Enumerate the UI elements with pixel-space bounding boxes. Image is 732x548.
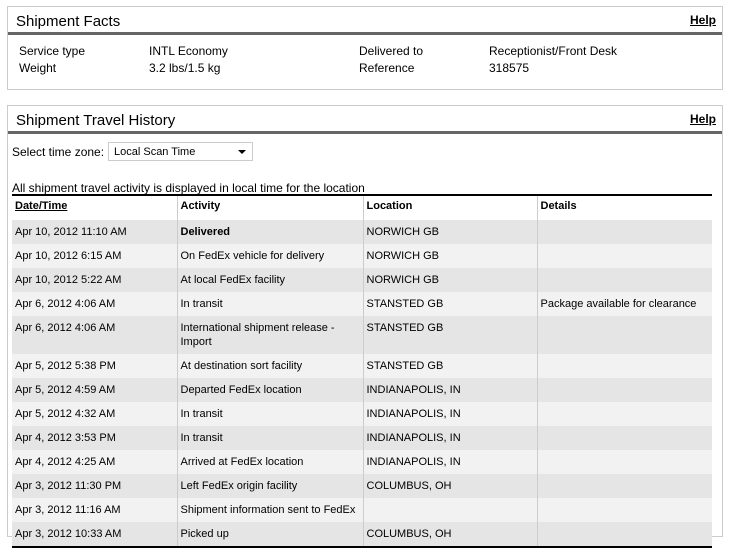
activity-cell: At local FedEx facility — [177, 268, 363, 292]
table-row — [12, 402, 712, 426]
location-cell: COLUMBUS, OH — [363, 522, 537, 547]
details-cell — [537, 522, 712, 547]
location-cell: NORWICH GB — [363, 220, 537, 244]
shipment-facts-panel — [7, 6, 723, 90]
weight-value: 3.2 lbs/1.5 kg — [149, 61, 221, 75]
timezone-label: Select time zone: — [12, 145, 105, 159]
travel-history-table — [12, 194, 712, 548]
activity-cell: International shipment release - Import — [177, 316, 363, 354]
date-cell: Apr 10, 2012 5:22 AM — [12, 268, 177, 292]
table-row — [12, 426, 712, 450]
details-cell — [537, 354, 712, 378]
date-cell: Apr 10, 2012 6:15 AM — [12, 244, 177, 268]
delivered-to-value: Receptionist/Front Desk — [489, 44, 618, 58]
column-header-date[interactable]: Date/Time — [12, 195, 177, 220]
table-row — [12, 378, 712, 402]
date-cell: Apr 4, 2012 4:25 AM — [12, 450, 177, 474]
reference-label: Reference — [359, 61, 415, 75]
details-cell — [537, 378, 712, 402]
panel-header — [8, 7, 722, 35]
weight-label: Weight — [19, 61, 57, 75]
timezone-select[interactable] — [108, 142, 253, 161]
table-row — [12, 474, 712, 498]
details-cell — [537, 498, 712, 522]
table-row — [12, 268, 712, 292]
details-cell: Package available for clearance — [537, 292, 712, 316]
date-cell: Apr 3, 2012 11:30 PM — [12, 474, 177, 498]
details-cell — [537, 402, 712, 426]
travel-history-panel — [7, 105, 723, 540]
date-cell: Apr 5, 2012 4:32 AM — [12, 402, 177, 426]
table-row — [12, 354, 712, 378]
activity-cell: Shipment information sent to FedEx — [177, 498, 363, 522]
delivered-to-label: Delivered to — [359, 44, 424, 58]
details-cell — [537, 450, 712, 474]
location-cell — [363, 498, 537, 522]
help-link[interactable]: Help — [689, 112, 716, 126]
date-cell: Apr 6, 2012 4:06 AM — [12, 316, 177, 354]
date-cell: Apr 4, 2012 3:53 PM — [12, 426, 177, 450]
column-header-activity: Activity — [177, 195, 363, 220]
date-cell: Apr 5, 2012 5:38 PM — [12, 354, 177, 378]
location-cell: STANSTED GB — [363, 354, 537, 378]
table-row — [12, 498, 712, 522]
column-header-location: Location — [363, 195, 537, 220]
panel-header — [8, 106, 722, 134]
location-cell: INDIANAPOLIS, IN — [363, 378, 537, 402]
help-link[interactable]: Help — [689, 13, 716, 27]
details-cell — [537, 474, 712, 498]
details-cell — [537, 426, 712, 450]
service-type-label: Service type — [19, 44, 86, 58]
timezone-note: All shipment travel activity is displayed in local time for the location — [12, 181, 365, 195]
date-cell: Apr 10, 2012 11:10 AM — [12, 220, 177, 244]
service-type-value: INTL Economy — [149, 44, 228, 58]
date-cell: Apr 3, 2012 11:16 AM — [12, 498, 177, 522]
activity-cell: Picked up — [177, 522, 363, 547]
panel-title: Shipment Travel History — [16, 112, 176, 129]
date-cell: Apr 3, 2012 10:33 AM — [12, 522, 177, 547]
location-cell: NORWICH GB — [363, 244, 537, 268]
activity-cell: On FedEx vehicle for delivery — [177, 244, 363, 268]
location-cell: INDIANAPOLIS, IN — [363, 426, 537, 450]
details-cell — [537, 268, 712, 292]
activity-cell: In transit — [177, 402, 363, 426]
table-row — [12, 316, 712, 354]
table-row — [12, 292, 712, 316]
reference-value: 318575 — [489, 61, 530, 75]
panel-title: Shipment Facts — [16, 13, 121, 30]
table-row — [12, 220, 712, 244]
location-cell: STANSTED GB — [363, 292, 537, 316]
activity-cell: Delivered — [177, 220, 363, 244]
location-cell: NORWICH GB — [363, 268, 537, 292]
chevron-down-icon — [238, 150, 246, 154]
activity-cell: In transit — [177, 426, 363, 450]
details-cell — [537, 220, 712, 244]
table-header-row — [12, 195, 712, 220]
table-row — [12, 244, 712, 268]
date-cell: Apr 5, 2012 4:59 AM — [12, 378, 177, 402]
location-cell: INDIANAPOLIS, IN — [363, 450, 537, 474]
date-cell: Apr 6, 2012 4:06 AM — [12, 292, 177, 316]
table-row — [12, 450, 712, 474]
location-cell: COLUMBUS, OH — [363, 474, 537, 498]
details-cell — [537, 244, 712, 268]
timezone-value: Local Scan Time — [114, 146, 196, 158]
activity-cell: In transit — [177, 292, 363, 316]
table-row — [12, 522, 712, 547]
activity-cell: Departed FedEx location — [177, 378, 363, 402]
location-cell: STANSTED GB — [363, 316, 537, 354]
location-cell: INDIANAPOLIS, IN — [363, 402, 537, 426]
activity-cell: At destination sort facility — [177, 354, 363, 378]
column-header-details: Details — [537, 195, 712, 220]
activity-cell: Arrived at FedEx location — [177, 450, 363, 474]
details-cell — [537, 316, 712, 354]
activity-cell: Left FedEx origin facility — [177, 474, 363, 498]
